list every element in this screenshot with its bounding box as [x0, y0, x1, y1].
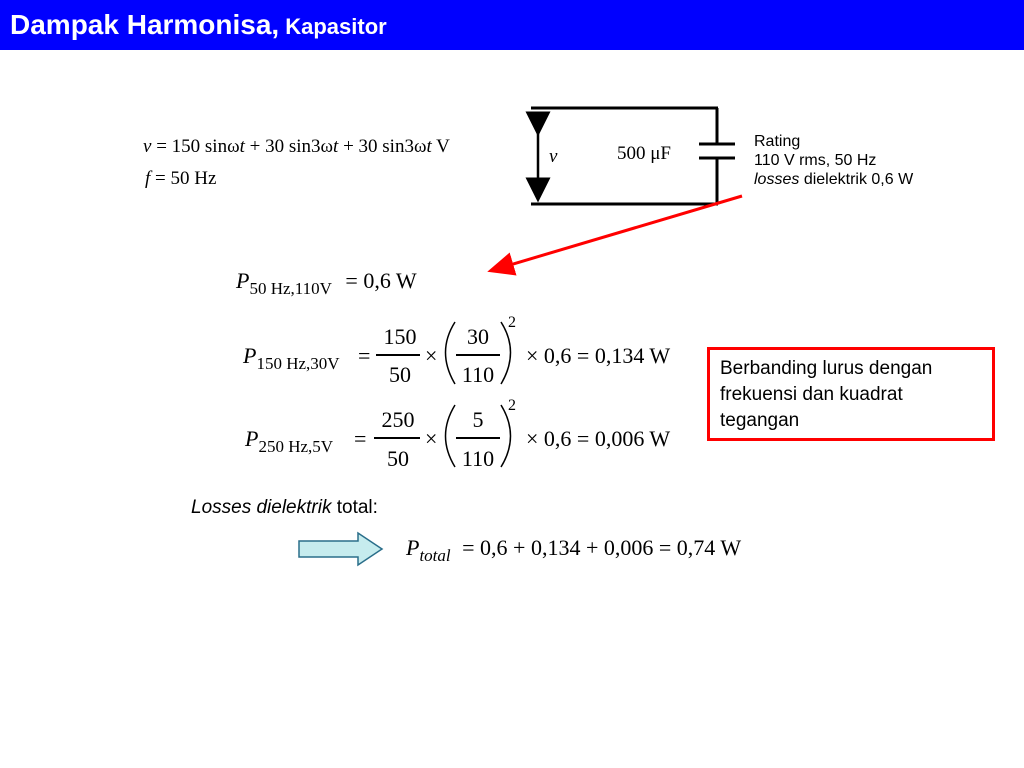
rating-voltage: 110 V rms, 50 Hz	[754, 152, 877, 169]
total-rhs: = 0,6 + 0,134 + 0,006 = 0,74 W	[462, 535, 742, 560]
p-subscript: 250 Hz,5V	[258, 437, 334, 456]
term2: 30 sin3ω	[265, 136, 334, 157]
eq3-num1: 250	[381, 407, 415, 432]
p-symbol: P	[406, 535, 420, 560]
term1: 150 sinω	[171, 136, 240, 157]
eq3-rhs: × 0,6 = 0,006 W	[526, 426, 671, 451]
paren-left-3	[446, 405, 456, 467]
paren-left-2	[446, 322, 456, 384]
block-arrow-icon	[299, 533, 382, 565]
plus1: +	[249, 136, 261, 157]
p-symbol: P	[236, 268, 250, 293]
volt-unit: V	[436, 136, 450, 157]
f-symbol: f	[145, 168, 151, 189]
eq2-times: ×	[425, 343, 438, 368]
eq2-den1: 50	[389, 362, 411, 387]
eq2-frac-line-2	[456, 354, 500, 356]
note-line-2: frekuensi dan kuadrat	[720, 384, 903, 405]
eq2-rhs: × 0,6 = 0,134 W	[526, 343, 671, 368]
total-equation	[406, 535, 742, 565]
note-box	[707, 347, 995, 441]
p-symbol: P	[243, 343, 257, 368]
eq3-den2: 110	[461, 446, 495, 471]
equation-p50	[236, 268, 417, 298]
capacitance-label: 500 μF	[617, 143, 672, 164]
circuit-v-label: v	[549, 146, 558, 167]
eq3-num2: 5	[472, 407, 484, 432]
p-symbol: P	[245, 426, 259, 451]
t2: t	[333, 136, 339, 157]
eq3-frac-line-1	[374, 437, 420, 439]
eq-sign: =	[156, 136, 167, 157]
p-subscript: 50 Hz,110V	[249, 279, 332, 298]
total-label-rest: total:	[336, 497, 378, 518]
eq3-frac-line-2	[456, 437, 500, 439]
losses-value: dielektrik 0,6 W	[803, 171, 914, 188]
total-label	[191, 497, 378, 519]
eq3-den1: 50	[387, 446, 409, 471]
rating-block	[754, 132, 913, 189]
note-line-3: tegangan	[720, 410, 800, 431]
title-main: Dampak Harmonisa,	[10, 9, 280, 40]
v-symbol: v	[143, 136, 152, 157]
eq2-num1: 150	[383, 324, 417, 349]
rating-losses	[754, 170, 913, 189]
p-subscript: total	[419, 546, 451, 565]
eq2-exponent: 2	[508, 314, 516, 331]
p-subscript: 150 Hz,30V	[256, 354, 340, 373]
eq3-times: ×	[425, 426, 438, 451]
f-value: = 50 Hz	[155, 168, 217, 189]
eq2-num2: 30	[467, 324, 489, 349]
eq3-equals: =	[354, 426, 367, 451]
plus2: +	[343, 136, 354, 157]
t1: t	[239, 136, 245, 157]
eq2-den2: 110	[461, 362, 495, 387]
title-sub: Kapasitor	[285, 14, 387, 39]
note-line-1: Berbanding lurus dengan	[720, 358, 933, 379]
total-label-italic: Losses dielektrik	[191, 497, 332, 518]
eq2-equals: =	[358, 343, 371, 368]
rating-title: Rating	[754, 133, 801, 150]
red-pointer-arrow	[493, 196, 742, 270]
eq3-lhs	[245, 426, 334, 456]
eq3-exponent: 2	[508, 397, 516, 414]
term3: 30 sin3ω	[358, 136, 427, 157]
p50-rhs: = 0,6 W	[345, 268, 417, 293]
eq2-lhs	[243, 343, 340, 373]
losses-word: losses	[754, 171, 800, 188]
t3: t	[426, 136, 432, 157]
eq2-frac-line-1	[376, 354, 420, 356]
